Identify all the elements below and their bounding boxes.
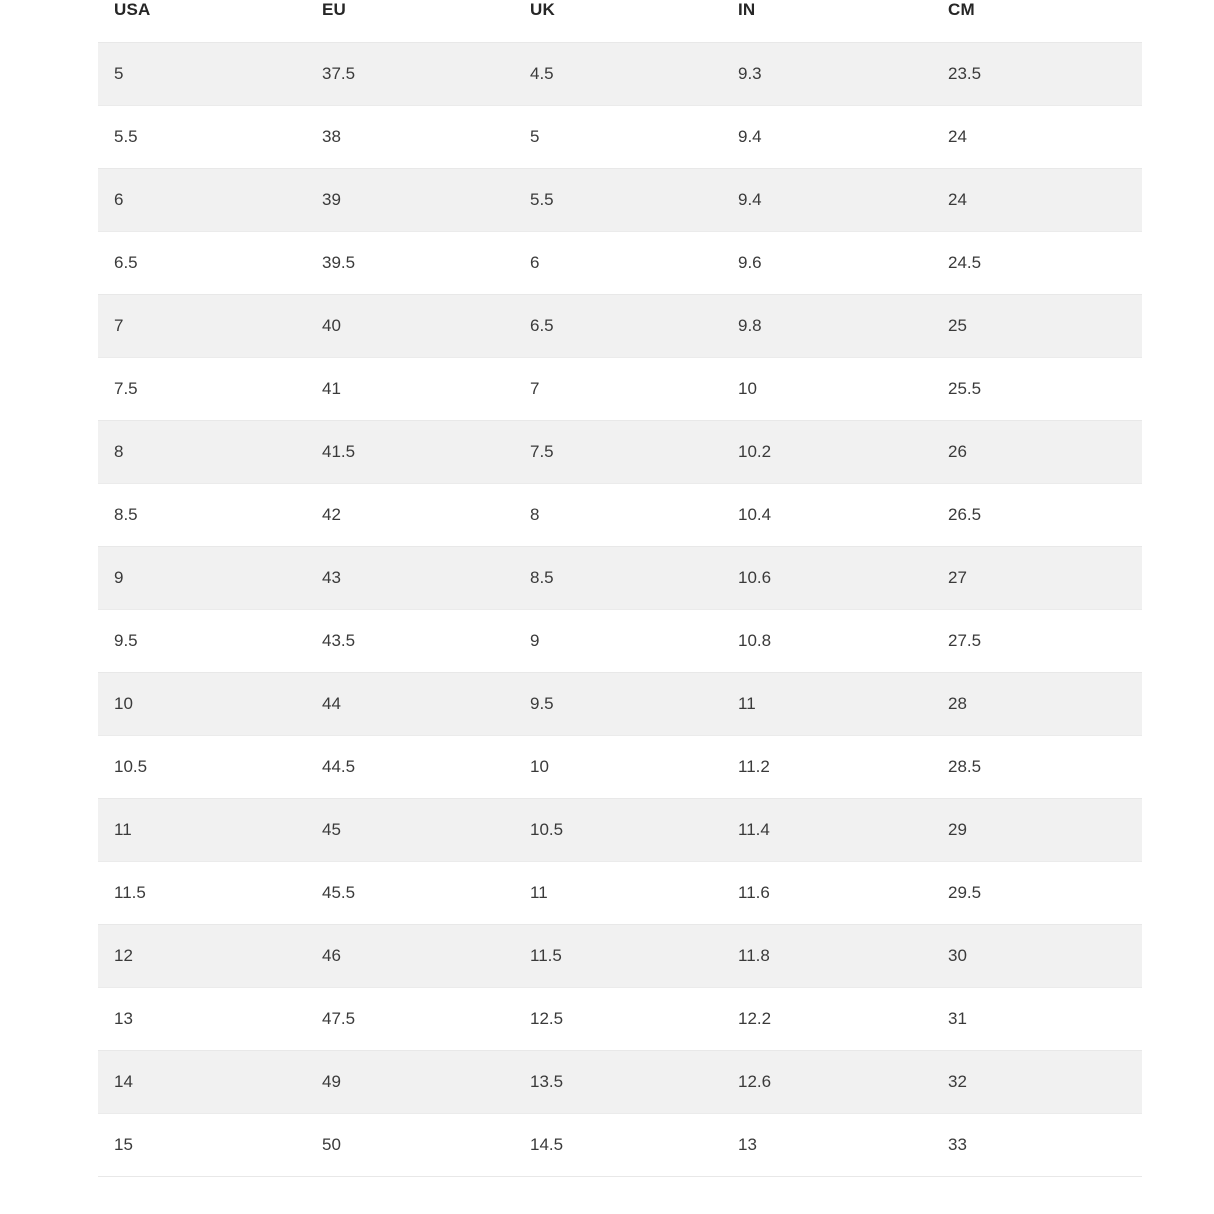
table-row (98, 1114, 1142, 1177)
size-conversion-table (98, 0, 1142, 1177)
cell-uk: 9 (514, 610, 722, 673)
cell-in: 13 (722, 1114, 932, 1177)
cell-eu: 40 (306, 295, 514, 358)
cell-cm: 31 (932, 988, 1142, 1051)
cell-cm: 28 (932, 673, 1142, 736)
cell-uk: 6.5 (514, 295, 722, 358)
cell-eu: 39 (306, 169, 514, 232)
cell-in: 9.4 (722, 169, 932, 232)
cell-eu: 49 (306, 1051, 514, 1114)
cell-eu: 44.5 (306, 736, 514, 799)
column-header-usa: USA (98, 0, 306, 43)
cell-eu: 41 (306, 358, 514, 421)
cell-usa: 15 (98, 1114, 306, 1177)
cell-usa: 7 (98, 295, 306, 358)
cell-uk: 7.5 (514, 421, 722, 484)
cell-in: 12.6 (722, 1051, 932, 1114)
table-header-row (98, 0, 1142, 43)
table-row (98, 232, 1142, 295)
cell-uk: 8 (514, 484, 722, 547)
table-row (98, 988, 1142, 1051)
cell-cm: 24 (932, 169, 1142, 232)
table-row (98, 421, 1142, 484)
table-row (98, 925, 1142, 988)
cell-usa: 6.5 (98, 232, 306, 295)
cell-cm: 25.5 (932, 358, 1142, 421)
cell-cm: 27.5 (932, 610, 1142, 673)
column-header-in: IN (722, 0, 932, 43)
cell-eu: 47.5 (306, 988, 514, 1051)
cell-uk: 12.5 (514, 988, 722, 1051)
cell-uk: 5.5 (514, 169, 722, 232)
cell-cm: 30 (932, 925, 1142, 988)
cell-eu: 43 (306, 547, 514, 610)
cell-uk: 13.5 (514, 1051, 722, 1114)
table-row (98, 295, 1142, 358)
table-row (98, 547, 1142, 610)
cell-cm: 29 (932, 799, 1142, 862)
column-header-eu: EU (306, 0, 514, 43)
cell-in: 11.2 (722, 736, 932, 799)
table-row (98, 358, 1142, 421)
cell-uk: 7 (514, 358, 722, 421)
cell-usa: 8.5 (98, 484, 306, 547)
cell-cm: 23.5 (932, 43, 1142, 106)
cell-eu: 50 (306, 1114, 514, 1177)
cell-uk: 11 (514, 862, 722, 925)
cell-eu: 42 (306, 484, 514, 547)
cell-usa: 12 (98, 925, 306, 988)
cell-in: 10 (722, 358, 932, 421)
table-row (98, 484, 1142, 547)
cell-usa: 9 (98, 547, 306, 610)
table-row (98, 43, 1142, 106)
cell-in: 10.2 (722, 421, 932, 484)
cell-in: 11.4 (722, 799, 932, 862)
cell-cm: 24 (932, 106, 1142, 169)
cell-uk: 10.5 (514, 799, 722, 862)
cell-usa: 11.5 (98, 862, 306, 925)
table-row (98, 169, 1142, 232)
table-row (98, 1051, 1142, 1114)
cell-in: 12.2 (722, 988, 932, 1051)
cell-cm: 24.5 (932, 232, 1142, 295)
table-row (98, 736, 1142, 799)
cell-in: 11 (722, 673, 932, 736)
cell-cm: 26.5 (932, 484, 1142, 547)
cell-uk: 14.5 (514, 1114, 722, 1177)
cell-eu: 45 (306, 799, 514, 862)
cell-uk: 6 (514, 232, 722, 295)
cell-usa: 7.5 (98, 358, 306, 421)
cell-uk: 4.5 (514, 43, 722, 106)
cell-in: 11.8 (722, 925, 932, 988)
cell-in: 9.4 (722, 106, 932, 169)
cell-usa: 6 (98, 169, 306, 232)
cell-eu: 45.5 (306, 862, 514, 925)
table-row (98, 610, 1142, 673)
cell-eu: 44 (306, 673, 514, 736)
cell-in: 9.8 (722, 295, 932, 358)
cell-cm: 28.5 (932, 736, 1142, 799)
cell-cm: 25 (932, 295, 1142, 358)
cell-cm: 32 (932, 1051, 1142, 1114)
cell-uk: 8.5 (514, 547, 722, 610)
cell-in: 10.8 (722, 610, 932, 673)
cell-usa: 5 (98, 43, 306, 106)
table-row (98, 673, 1142, 736)
cell-cm: 26 (932, 421, 1142, 484)
cell-eu: 39.5 (306, 232, 514, 295)
cell-usa: 13 (98, 988, 306, 1051)
table-body (98, 43, 1142, 1177)
cell-uk: 5 (514, 106, 722, 169)
cell-uk: 10 (514, 736, 722, 799)
cell-usa: 10 (98, 673, 306, 736)
cell-usa: 8 (98, 421, 306, 484)
cell-eu: 37.5 (306, 43, 514, 106)
cell-uk: 9.5 (514, 673, 722, 736)
table-row (98, 106, 1142, 169)
cell-cm: 29.5 (932, 862, 1142, 925)
cell-usa: 9.5 (98, 610, 306, 673)
cell-in: 10.6 (722, 547, 932, 610)
column-header-uk: UK (514, 0, 722, 43)
cell-usa: 5.5 (98, 106, 306, 169)
cell-cm: 33 (932, 1114, 1142, 1177)
cell-eu: 43.5 (306, 610, 514, 673)
cell-in: 9.6 (722, 232, 932, 295)
cell-eu: 41.5 (306, 421, 514, 484)
cell-cm: 27 (932, 547, 1142, 610)
cell-in: 9.3 (722, 43, 932, 106)
cell-usa: 10.5 (98, 736, 306, 799)
table-row (98, 799, 1142, 862)
cell-eu: 38 (306, 106, 514, 169)
cell-eu: 46 (306, 925, 514, 988)
cell-in: 11.6 (722, 862, 932, 925)
cell-usa: 11 (98, 799, 306, 862)
column-header-cm: CM (932, 0, 1142, 43)
cell-in: 10.4 (722, 484, 932, 547)
cell-usa: 14 (98, 1051, 306, 1114)
size-chart (98, 0, 1142, 1177)
table-row (98, 862, 1142, 925)
cell-uk: 11.5 (514, 925, 722, 988)
table-header (98, 0, 1142, 43)
